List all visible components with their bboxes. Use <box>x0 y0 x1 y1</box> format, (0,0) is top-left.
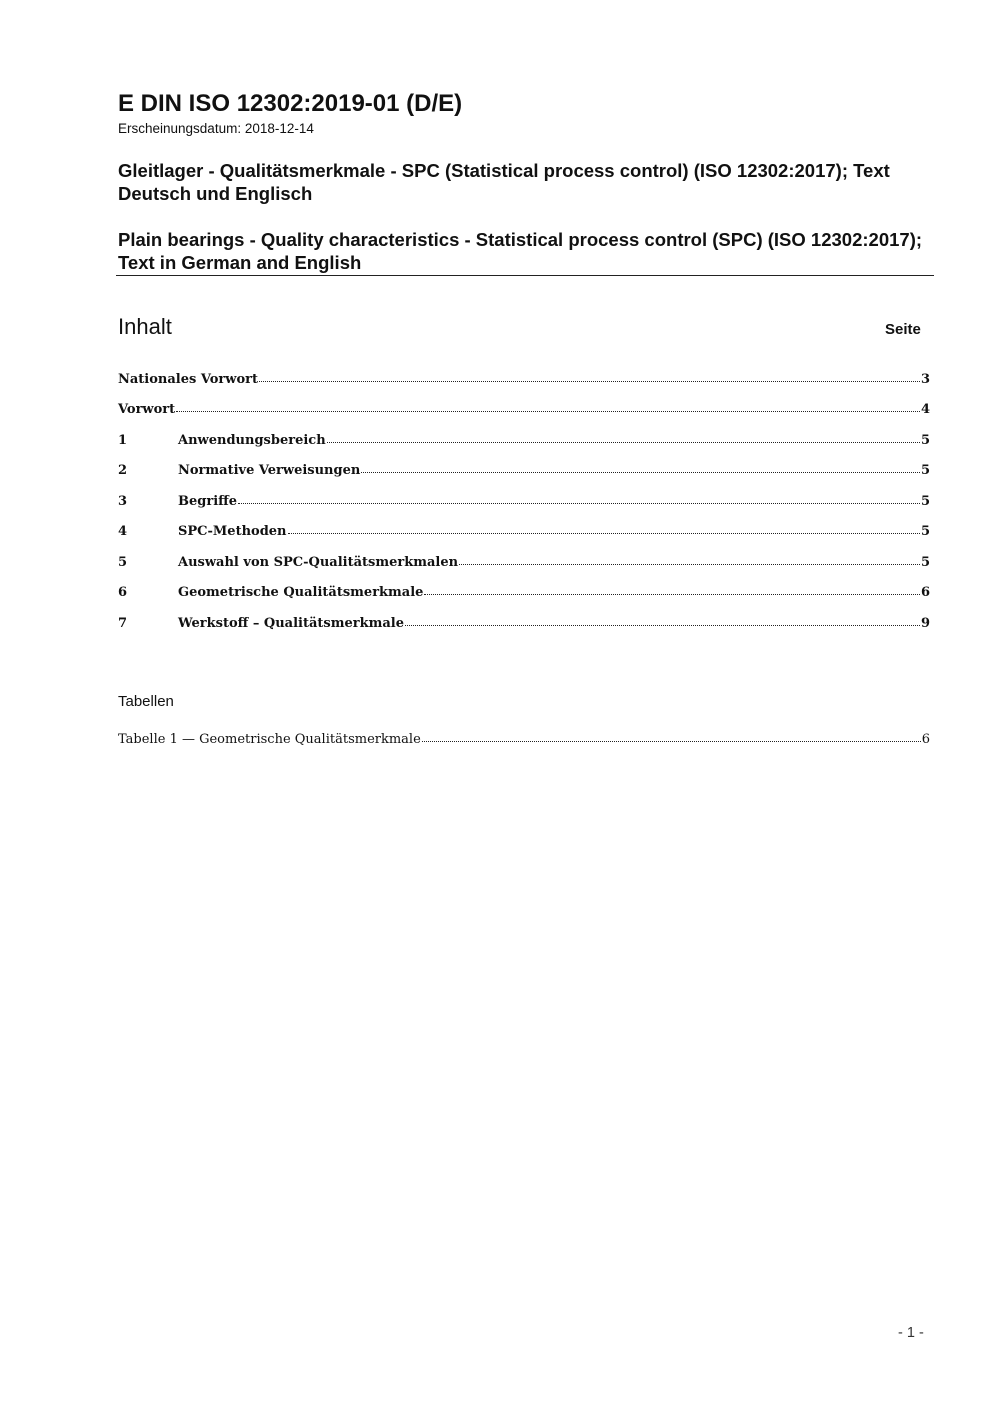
toc-leader <box>405 624 920 626</box>
toc-entry-title: Anwendungsbereich <box>178 433 326 448</box>
toc-entry-werkstoff[interactable] <box>118 616 930 636</box>
toc-entry-page: 5 <box>920 463 930 478</box>
toc-entry-page: 3 <box>920 372 930 387</box>
toc-entry-anwendungsbereich[interactable] <box>118 433 930 453</box>
publication-date: Erscheinungsdatum: 2018-12-14 <box>118 121 314 136</box>
toc-entry-title: Begriffe <box>178 494 238 509</box>
toc-heading: Inhalt <box>118 314 172 339</box>
toc-entry-geometrische[interactable] <box>118 585 930 605</box>
toc-entry-title: SPC-Methoden <box>178 524 287 539</box>
tables-heading: Tabellen <box>118 693 174 710</box>
page-number: - 1 - <box>898 1325 924 1341</box>
toc-entry-spc-methoden[interactable] <box>118 524 930 544</box>
toc-leader <box>259 380 920 382</box>
table-entry-tabelle-1[interactable] <box>118 732 930 752</box>
toc-entry-vorwort[interactable] <box>118 402 930 422</box>
toc-entry-page: 5 <box>920 494 930 509</box>
toc-entry-title: Geometrische Qualitätsmerkmale <box>178 585 424 600</box>
toc-entry-begriffe[interactable] <box>118 494 930 514</box>
toc-leader <box>327 441 920 443</box>
toc-entry-title: Auswahl von SPC-Qualitätsmerkmalen <box>178 555 459 570</box>
document-id: E DIN ISO 12302:2019-01 (D/E) <box>118 90 463 117</box>
toc-entry-number: 2 <box>118 463 128 478</box>
toc-entry-number: 6 <box>118 585 128 600</box>
toc-entry-title: Nationales Vorwort <box>118 372 258 387</box>
toc-entry-page: 6 <box>920 585 930 600</box>
toc-entry-title: Werkstoff – Qualitätsmerkmale <box>178 616 404 631</box>
toc-entry-page: 5 <box>920 555 930 570</box>
toc-leader <box>238 502 920 504</box>
toc-entry-number: 7 <box>118 616 128 631</box>
toc-entry-page: 5 <box>920 433 930 448</box>
toc-entry-number: 5 <box>118 555 128 570</box>
toc-leader <box>459 563 920 565</box>
toc-entry-title: Normative Verweisungen <box>178 463 361 478</box>
toc-leader <box>361 471 920 473</box>
title-english: Plain bearings - Quality characteristics - Statistical process control (SPC) (ISO 12302:2017); Text in German and English <box>118 229 923 273</box>
toc-entry-auswahl[interactable] <box>118 555 930 575</box>
toc-entry-page: 4 <box>920 402 930 417</box>
table-entry-title: Tabelle 1 — Geometrische Qualitätsmerkmale <box>118 732 421 747</box>
toc-entry-page: 9 <box>920 616 930 631</box>
title-german: Gleitlager - Qualitätsmerkmale - SPC (Statistical process control) (ISO 12302:2017); Text Deutsch und Englisch <box>118 160 890 204</box>
toc-page-label: Seite <box>885 321 921 338</box>
table-entry-page: 6 <box>921 732 930 747</box>
toc-entry-number: 4 <box>118 524 128 539</box>
toc-entry-nationales-vorwort[interactable] <box>118 372 930 392</box>
header-divider <box>116 275 934 276</box>
toc-entry-normative-verweisungen[interactable] <box>118 463 930 483</box>
toc-leader <box>176 410 920 412</box>
toc-entry-number: 3 <box>118 494 128 509</box>
toc-entry-page: 5 <box>920 524 930 539</box>
toc-entry-title: Vorwort <box>118 402 176 417</box>
toc-leader <box>422 740 921 742</box>
toc-entry-number: 1 <box>118 433 128 448</box>
toc-leader <box>424 593 920 595</box>
toc-leader <box>288 532 920 534</box>
